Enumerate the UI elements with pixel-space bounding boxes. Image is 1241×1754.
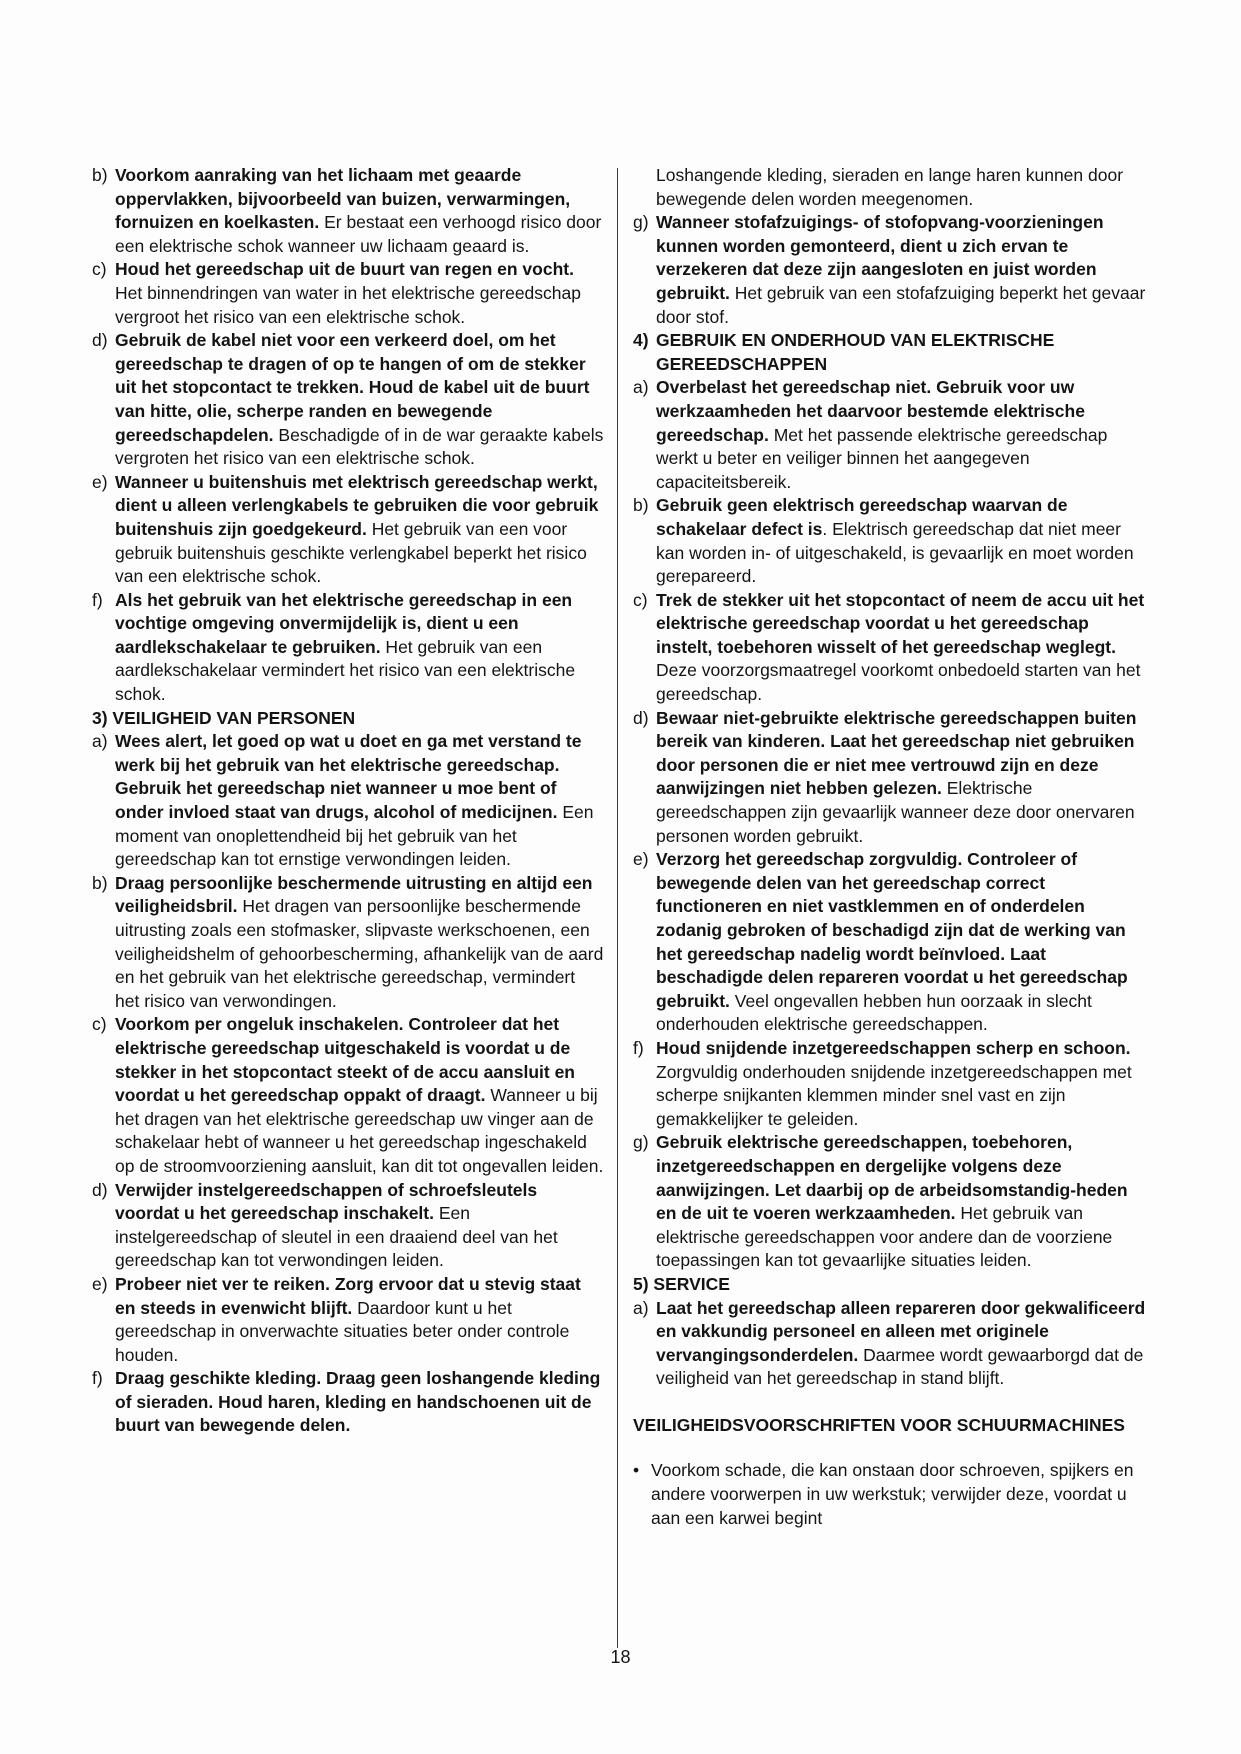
list-item: b) Draag persoonlijke beschermende uitrusting en altijd een veiligheidsbril. Het dragen van persoonlijke beschermende uitrusting zoals een stofmasker, slipvaste werkschoenen, een veiligheidshelm of gehoorbescherming, afhankelijk van de aard en het gebruik van het elektrische gereedschap, vermindert het risico van verwondingen. [92, 872, 604, 1011]
list-item: e) Probeer niet ver te reiken. Zorg ervoor dat u stevig staat en steeds in evenwicht blijft. Daardoor kunt u het gereedschap in onverwachte situaties beter onder controle houden. [92, 1273, 581, 1365]
list-item: a) Wees alert, let goed op wat u doet en ga met verstand te werk bij het gebruik van het elektrische gereedschap. Gebruik het gereedschap niet wanneer u moe bent of onder invloed staat van drugs, alcohol of medicijnen. Een moment van onoplettendheid bij het gebruik van het gereedschap kan tot ernstige verwondingen leiden. [92, 731, 594, 870]
list-item: e) Verzorg het gereedschap zorgvuldig. Controleer of bewegende delen van het gereedschap correct functioneren en niet vastklemmen en of onderdelen zodanig gebroken of beschadigd zijn dat de werking van het gereedschap nadelig wordt beïnvloed. Laat beschadigde delen repareren voordat u het gereedschap gebruikt. Veel ongevallen hebben hun oorzaak in slecht onderhouden elektrische gereedschappen. [633, 849, 1128, 1035]
list-item: b) Voorkom aanraking van het lichaam met geaarde oppervlakken, bijvoorbeeld van buizen, verwarmingen, fornuizen en koelkasten. Er bestaat een verhoogd risico door een elektrische schok wanneer uw lichaam geaard is. [92, 165, 602, 256]
list-item: b) Gebruik geen elektrisch gereedschap waarvan de schakelaar defect is. Elektrisch gereedschap dat niet meer kan worden in- of uitgeschakeld, is gevaarlijk en moet worden gerepareerd. [633, 495, 1134, 587]
section-heading-personal-safety: 3) VEILIGHEID VAN PERSONEN [92, 707, 356, 728]
list-item: e) Wanneer u buitenshuis met elektrisch gereedschap werkt, dient u alleen verlengkabels te gebruiken die voor gebruik buitenshuis zijn goedgekeurd. Het gebruik van een voor gebruik buitenshuis geschikte verlengkabel beperkt het risico van een elektrische schok. [92, 471, 599, 587]
right-column [633, 164, 1149, 1530]
column-divider [617, 168, 618, 1648]
list-item: f) Draag geschikte kleding. Draag geen loshangende kleding of sieraden. Houd haren, kleding en handschoenen uit de buurt van bewegende delen. [92, 1368, 601, 1436]
list-item: f) Als het gebruik van het elektrische gereedschap in een vochtige omgeving onvermijdelijk is, dient u een aardlekschakelaar te gebruiken. Het gebruik van een aardlekschakelaar vermindert het risico van een elektrische schok. [92, 589, 576, 705]
continued-text: Loshangende kleding, sieraden en lange haren kunnen door bewegende delen worden meegenomen. [656, 165, 1124, 209]
list-item: d) Gebruik de kabel niet voor een verkeerd doel, om het gereedschap te dragen of op te hangen of om de stekker uit het stopcontact te trekken. Houd de kabel uit de buurt van hitte, olie, scherpe randen en bewegende gereedschapdelen. Beschadigde of in de war geraakte kabels vergroten het risico van een elektrische schok. [92, 330, 604, 469]
left-column [92, 164, 604, 1438]
list-item: g) Wanneer stofafzuigings- of stofopvang-voorzieningen kunnen worden gemonteerd, dient u zich ervan te verzekeren dat deze zijn aangesloten en juist worden gebruikt. Het gebruik van een stofafzuiging beperkt het gevaar door stof. [633, 212, 1146, 327]
section-title-sanding: VEILIGHEIDSVOORSCHRIFTEN VOOR SCHUURMACHINES [633, 1414, 1125, 1435]
section-heading-tool-use: 4) GEBRUIK EN ONDERHOUD VAN ELEKTRISCHE GEREEDSCHAPPEN [633, 330, 1055, 374]
section-heading-service: 5) SERVICE [633, 1273, 730, 1294]
list-item: c) Houd het gereedschap uit de buurt van regen en vocht. Het binnendringen van water in het elektrische gereedschap vergroot het risico van een elektrische schok. [92, 259, 581, 327]
list-item: a) Laat het gereedschap alleen repareren door gekwalificeerd en vakkundig personeel en alleen met originele vervangingsonderdelen. Daarmee wordt gewaarborgd dat de veiligheid van het gereedschap in stand blijft. [633, 1297, 1146, 1389]
list-item: d) Verwijder instelgereedschappen of schroefsleutels voordat u het gereedschap inschakelt. Een instelgereedschap of sleutel in een draaiend deel van het gereedschap kan tot verwondingen leiden. [92, 1179, 558, 1271]
list-item: a) Overbelast het gereedschap niet. Gebruik voor uw werkzaamheden het daarvoor bestemde elektrische gereedschap. Met het passende elektrische gereedschap werkt u beter en veiliger binnen het aangegeven capaciteitsbereik. [633, 377, 1108, 492]
page-number: 18 [610, 1647, 631, 1667]
list-item: c) Voorkom per ongeluk inschakelen. Controleer dat het elektrische gereedschap uitgeschakeld is voordat u de stekker in het stopcontact steekt of de accu aansluit en voordat u het gereedschap oppakt of draagt. Wanneer u bij het dragen van het elektrische gereedschap uw vinger aan de schakelaar hebt of wanneer u het gereedschap ingeschakeld op de stroomvoorziening aansluit, kan dit tot ongevallen leiden. [92, 1014, 604, 1176]
list-item: f) Houd snijdende inzetgereedschappen scherp en schoon. Zorgvuldig onderhouden snijdende inzetgereedschappen met scherpe snijkanten klemmen minder snel vast en zijn gemakkelijker te geleiden. [633, 1037, 1132, 1129]
list-item: c) Trek de stekker uit het stopcontact of neem de accu uit het elektrische gereedschap voordat u het gereedschap instelt, toebehoren wisselt of het gereedschap weglegt. Deze voorzorgsmaatregel voorkomt onbedoeld starten van het gereedschap. [633, 589, 1145, 705]
list-item: d) Bewaar niet-gebruikte elektrische gereedschappen buiten bereik van kinderen. Laat het gereedschap niet gebruiken door personen die er niet mee vertrouwd zijn en deze aanwijzingen niet hebben gelezen. Elektrische gereedschappen zijn gevaarlijk wanneer deze door onervaren personen worden gebruikt. [633, 707, 1137, 846]
list-item: g) Gebruik elektrische gereedschappen, toebehoren, inzetgereedschappen en dergelijke volgens deze aanwijzingen. Let daarbij op de arbeidsomstandig-heden en de uit te voeren werkzaamheden. Het gebruik van elektrische gereedschappen voor andere dan de voorziene toepassingen kan tot gevaarlijke situaties leiden. [633, 1132, 1128, 1271]
bullet-item: • Voorkom schade, die kan onstaan door schroeven, spijkers en andere voorwerpen in uw werkstuk; verwijder deze, voordat u aan een karwei begint [633, 1460, 1134, 1528]
bullet-icon: • [633, 1460, 640, 1481]
